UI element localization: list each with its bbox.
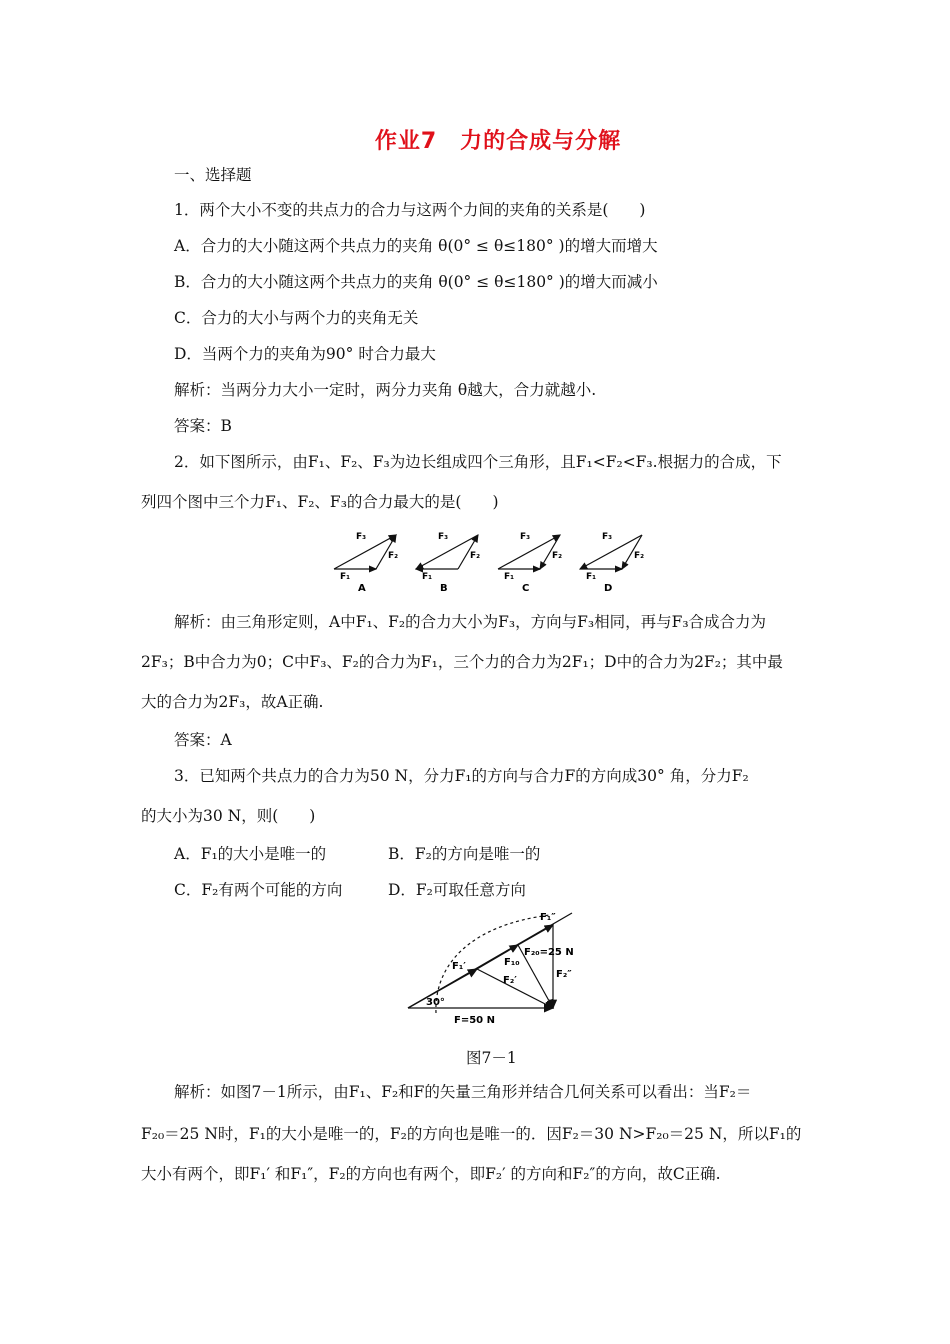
q3-analysis-line2: F₂₀＝25 N时，F₁的大小是唯一的，F₂的方向也是唯一的．因F₂＝30 N>F₂₀＝25 N，所以F₁的 xyxy=(141,1125,802,1143)
q2-analysis-line2: 2F₃；B中合力为0；C中F₃、F₂的合力为F₁，三个力的合力为2F₁；D中的合力为2F₂；其中最 xyxy=(141,653,783,671)
label-f3: F₃ xyxy=(520,532,531,542)
label-f10: F₁₀ xyxy=(504,957,520,968)
q1-stem: 1．两个大小不变的共点力的合力与这两个力间的夹角的关系是( ) xyxy=(174,201,646,219)
label-f2: F₂ xyxy=(634,551,645,561)
label-a: A xyxy=(358,583,366,594)
q3-option-b: B．F₂的方向是唯一的 xyxy=(388,845,541,863)
q1-option-a: A．合力的大小随这两个共点力的夹角 θ(0° ≤ θ≤180° )的增大而增大 xyxy=(174,237,658,255)
q2-analysis-line1: 解析：由三角形定则，A中F₁、F₂的合力大小为F₃，方向与F₃相同，再与F₃合成合力为 xyxy=(174,613,767,631)
label-f1: F₁ xyxy=(586,572,597,582)
q2-answer: 答案：A xyxy=(174,731,232,749)
q3-stem-line2: 的大小为30 N，则( ) xyxy=(141,807,316,825)
label-f2: F₂ xyxy=(470,551,481,561)
label-f1p: F₁′ xyxy=(452,961,466,972)
figure-caption: 图7－1 xyxy=(466,1049,517,1067)
vector-f1-double-prime xyxy=(518,925,553,945)
triangle-a xyxy=(334,532,398,594)
triangle-b xyxy=(416,532,480,594)
label-f1pp: F₁″ xyxy=(540,912,556,923)
q1-analysis: 解析：当两分力大小一定时，两分力夹角 θ越大，合力就越小. xyxy=(174,381,597,399)
label-f1: F₁ xyxy=(504,572,515,582)
q2-analysis-line3: 大的合力为2F₃，故A正确. xyxy=(141,693,324,711)
page-title: 作业7 力的合成与分解 xyxy=(374,129,622,154)
q3-option-d: D．F₂可取任意方向 xyxy=(388,881,526,899)
q1-option-c: C．合力的大小与两个力的夹角无关 xyxy=(174,309,419,327)
q2-stem-line2: 列四个图中三个力F₁、F₂、F₃的合力最大的是( ) xyxy=(141,493,499,511)
q3-vector-figure xyxy=(400,905,610,1025)
q2-stem-line1: 2．如下图所示，由F₁、F₂、F₃为边长组成四个三角形，且F₁<F₂<F₃.根据力的合成，下 xyxy=(174,453,782,471)
q3-option-a: A．F₁的大小是唯一的 xyxy=(174,845,327,863)
q3-option-c: C．F₂有两个可能的方向 xyxy=(174,881,343,899)
label-c: C xyxy=(522,583,530,594)
q3-analysis-line1: 解析：如图7－1所示，由F₁、F₂和F的矢量三角形并结合几何关系可以看出：当F₂＝ xyxy=(174,1083,752,1101)
triangle-c xyxy=(498,532,562,594)
label-d: D xyxy=(604,583,613,594)
label-f: F=50 N xyxy=(454,1015,495,1025)
q1-answer: 答案：B xyxy=(174,417,232,435)
q3-analysis-line3: 大小有两个，即F₁′ 和F₁″，F₂的方向也有两个，即F₂′ 的方向和F₂″的方向，故C正确. xyxy=(141,1165,721,1183)
q3-stem-line1: 3．已知两个共点力的合力为50 N，分力F₁的方向与合力F的方向成30° 角，分力F₂ xyxy=(174,767,749,785)
section-heading: 一、选择题 xyxy=(174,166,252,184)
label-f3: F₃ xyxy=(438,532,449,542)
triangle-d xyxy=(580,532,644,594)
label-f2pp: F₂″ xyxy=(556,969,572,980)
label-f2: F₂ xyxy=(552,551,563,561)
label-f2p: F₂′ xyxy=(503,975,517,986)
q2-triangles-figure xyxy=(330,527,660,597)
q1-option-d: D．当两个力的夹角为90° 时合力最大 xyxy=(174,345,436,363)
q1-option-b: B．合力的大小随这两个共点力的夹角 θ(0° ≤ θ≤180° )的增大而减小 xyxy=(174,273,658,291)
label-f2: F₂ xyxy=(388,551,399,561)
label-f3: F₃ xyxy=(602,532,613,542)
label-f1: F₁ xyxy=(422,572,433,582)
label-b: B xyxy=(440,583,448,594)
label-f3: F₃ xyxy=(356,532,367,542)
label-angle: 30° xyxy=(426,997,445,1008)
label-f1: F₁ xyxy=(340,572,351,582)
label-f20: F₂₀=25 N xyxy=(524,947,574,958)
